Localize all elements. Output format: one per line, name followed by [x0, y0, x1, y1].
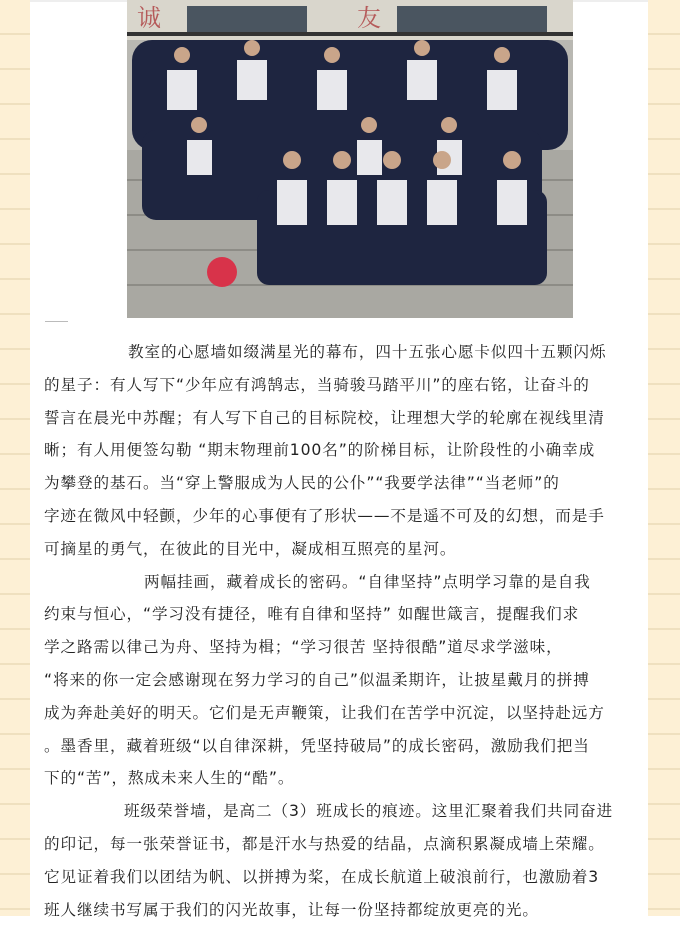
text-line: 约束与恒心，“学习没有捷径，唯有自律和坚持” 如醒世箴言，提醒我们求: [44, 605, 580, 624]
text-line: 可摘星的勇气，在彼此的目光中，凝成相互照亮的星河。: [44, 539, 457, 558]
article-body: [44, 336, 638, 926]
image-caption-rule: [45, 321, 68, 322]
paragraph-paintings: [44, 566, 638, 796]
building-sign-left: 诚: [137, 4, 161, 32]
building-sign-right: 友: [357, 4, 381, 32]
text-line: 班级荣誉墙，是高二（3）班成长的痕迹。这里汇聚着我们共同奋进: [124, 802, 614, 821]
text-line: 。墨香里，藏着班级“以自律深耕，凭坚持破局”的成长密码，激励我们把当: [44, 736, 590, 755]
text-line: “将来的你一定会感谢现在努力学习的自己”似温柔期许，让披星戴月的拼搏: [44, 670, 590, 689]
text-line: 为攀登的基石。当“穿上警服成为人民的公仆”“我要学法律”“当老师”的: [44, 474, 560, 493]
right-notebook-margin: [648, 0, 680, 916]
text-line: 教室的心愿墙如缀满星光的幕布，四十五张心愿卡似四十五颗闪烁: [128, 343, 607, 361]
text-line: 两幅挂画，藏着成长的密码。“自律坚持”点明学习靠的是自我: [144, 572, 591, 591]
text-line: 成为奔赴美好的明天。它们是无声鞭策，让我们在苦学中沉淀，以坚持赴远方: [44, 703, 605, 722]
text-line: 下的“苦”，熬成未来人生的“酷”。: [44, 769, 295, 788]
text-line: 的印记，每一张荣誉证书，都是汗水与热爱的结晶，点滴积累凝成墙上荣耀。: [44, 834, 605, 853]
text-line: 班人继续书写属于我们的闪光故事，让每一份坚持都绽放更亮的光。: [44, 900, 539, 919]
left-notebook-margin: [0, 0, 30, 916]
text-line: 它见证着我们以团结为帆、以拼搏为桨，在成长航道上破浪前行，也激励着3: [44, 867, 600, 886]
paragraph-wish-wall: [44, 336, 638, 566]
class-group-photo: [127, 0, 573, 318]
text-line: 晰；有人用便签勾勒 “期末物理前100名”的阶梯目标，让阶段性的小确幸成: [44, 441, 596, 460]
text-line: 的星子：有人写下“少年应有鸿鹄志，当骑骏马踏平川”的座右铭，让奋斗的: [44, 375, 590, 394]
text-line: 字迹在微风中轻颤，少年的心事便有了形状——不是遥不可及的幻想，而是手: [44, 506, 605, 525]
text-line: 誓言在晨光中苏醒；有人写下自己的目标院校，让理想大学的轮廓在视线里清: [44, 408, 605, 427]
text-line: 学之路需以律己为舟、坚持为楫；“学习很苦 坚持很酷”道尽求学滋味，: [44, 638, 563, 657]
paragraph-honor-wall: [44, 795, 638, 926]
